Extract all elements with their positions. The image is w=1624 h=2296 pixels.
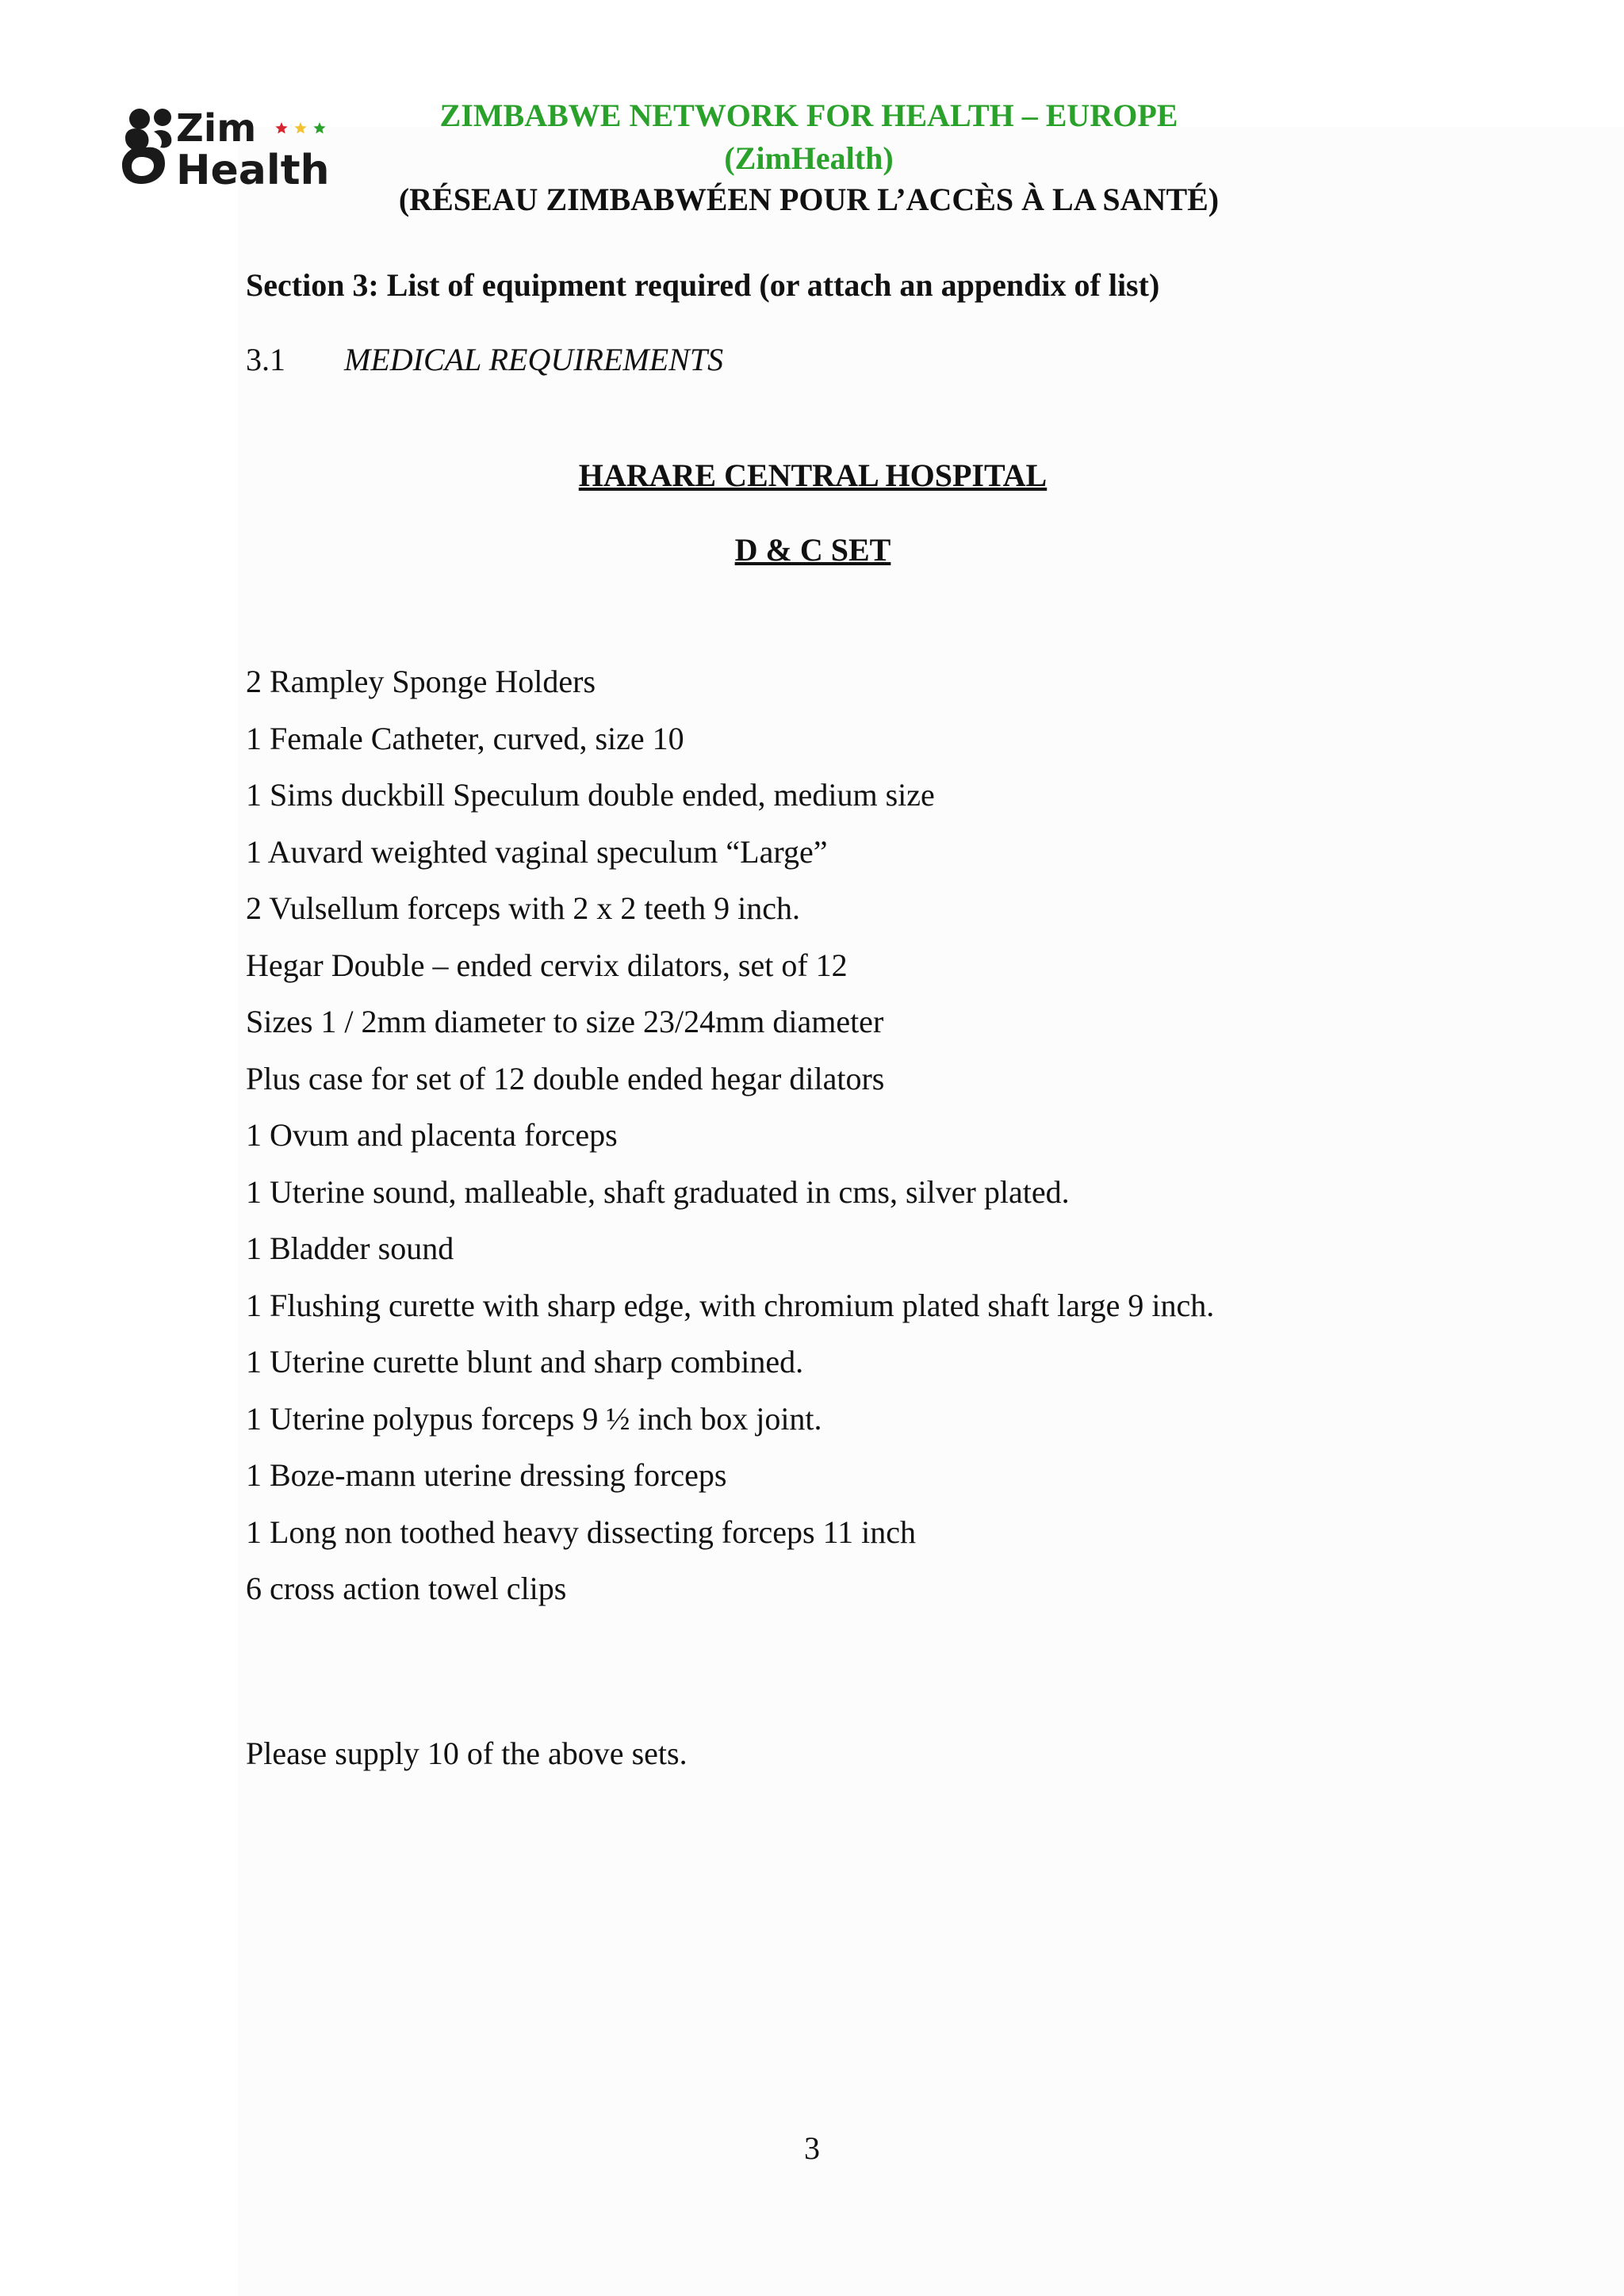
equipment-list bbox=[246, 663, 1214, 1627]
subsection-title: MEDICAL REQUIREMENTS bbox=[344, 342, 724, 377]
zimhealth-logo bbox=[119, 101, 357, 189]
subsection-number: 3.1 bbox=[246, 342, 285, 377]
org-name: ZIMBABWE NETWORK FOR HEALTH – EUROPE bbox=[439, 98, 1178, 133]
list-item: 1 Uterine curette blunt and sharp combined. bbox=[246, 1344, 804, 1380]
section-title: Section 3: List of equipment required (or attach an appendix of list) bbox=[246, 267, 1160, 303]
logo-graphic bbox=[119, 101, 357, 189]
list-item: 1 Uterine polypus forceps 9 ½ inch box joint. bbox=[246, 1400, 822, 1437]
logo-stars-icon bbox=[275, 122, 325, 133]
list-item: 1 Boze-mann uterine dressing forceps bbox=[246, 1457, 727, 1493]
set-name: D & C SET bbox=[734, 532, 891, 568]
page-number: 3 bbox=[804, 2130, 820, 2166]
set-heading bbox=[246, 531, 1380, 568]
star-icon bbox=[294, 122, 306, 133]
list-item: 1 Flushing curette with sharp edge, with chromium plated shaft large 9 inch. bbox=[246, 1287, 1215, 1323]
supply-note: Please supply 10 of the above sets. bbox=[246, 1735, 688, 1771]
subsection-heading bbox=[246, 341, 723, 378]
list-item: 1 Sims duckbill Speculum double ended, medium size bbox=[246, 777, 935, 813]
list-item: 1 Ovum and placenta forceps bbox=[246, 1117, 618, 1153]
list-item: 2 Rampley Sponge Holders bbox=[246, 664, 596, 699]
list-item: Sizes 1 / 2mm diameter to size 23/24mm diameter bbox=[246, 1004, 884, 1039]
hospital-name: HARARE CENTRAL HOSPITAL bbox=[578, 457, 1048, 493]
star-icon bbox=[313, 122, 325, 133]
list-item: 1 Female Catheter, curved, size 10 bbox=[246, 720, 684, 756]
list-item: 1 Uterine sound, malleable, shaft graduated in cms, silver plated. bbox=[246, 1173, 1070, 1210]
org-french-name: (RÉSEAU ZIMBABWÉEN POUR L’ACCÈS À LA SANTÉ) bbox=[398, 182, 1220, 217]
list-item: 6 cross action towel clips bbox=[246, 1571, 567, 1606]
list-item: Plus case for set of 12 double ended hegar dilators bbox=[246, 1060, 885, 1096]
logo-text-health: Health bbox=[176, 147, 330, 189]
org-short-name: (ZimHealth) bbox=[724, 140, 894, 176]
family-icon bbox=[122, 109, 171, 184]
list-item: Hegar Double – ended cervix dilators, set of 12 bbox=[246, 947, 848, 983]
list-item: 1 Bladder sound bbox=[246, 1230, 454, 1266]
logo-text-zim: Zim bbox=[176, 106, 257, 151]
list-item: 1 Auvard weighted vaginal speculum “Large” bbox=[246, 833, 828, 870]
star-icon bbox=[275, 122, 287, 133]
list-item: 1 Long non toothed heavy dissecting forceps 11 inch bbox=[246, 1513, 916, 1550]
list-item: 2 Vulsellum forceps with 2 x 2 teeth 9 inch. bbox=[246, 890, 800, 926]
hospital-heading bbox=[246, 457, 1380, 494]
